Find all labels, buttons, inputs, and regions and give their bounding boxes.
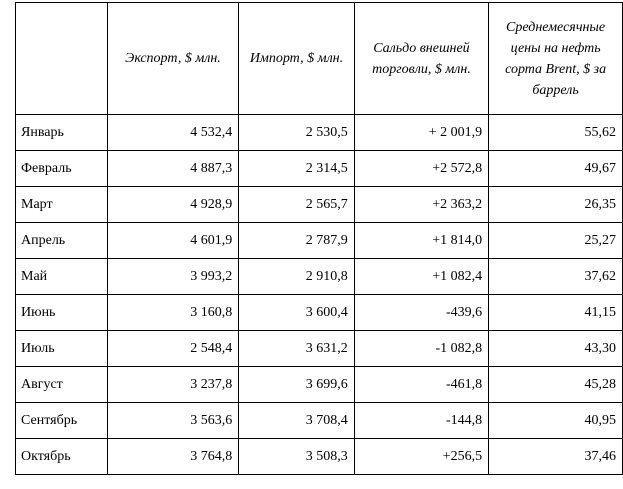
table-row: [16, 367, 623, 403]
cell-export: 4 601,9: [107, 223, 238, 259]
cell-month: Июнь: [16, 295, 108, 331]
cell-import: 3 708,4: [239, 403, 355, 439]
header-export: Экспорт, $ млн.: [107, 3, 238, 115]
cell-balance: +2 572,8: [354, 151, 488, 187]
cell-brent-price: 43,30: [489, 331, 623, 367]
cell-balance: +1 082,4: [354, 259, 488, 295]
cell-brent-price: 40,95: [489, 403, 623, 439]
header-row: [16, 3, 623, 115]
cell-month: Сентябрь: [16, 403, 108, 439]
cell-import: 2 565,7: [239, 187, 355, 223]
cell-month: Май: [16, 259, 108, 295]
cell-month: Август: [16, 367, 108, 403]
cell-brent-price: 45,28: [489, 367, 623, 403]
cell-balance: +256,5: [354, 439, 488, 475]
cell-export: 3 764,8: [107, 439, 238, 475]
cell-balance: -461,8: [354, 367, 488, 403]
cell-month: Июль: [16, 331, 108, 367]
cell-balance: +2 363,2: [354, 187, 488, 223]
cell-month: Апрель: [16, 223, 108, 259]
cell-import: 3 631,2: [239, 331, 355, 367]
cell-import: 2 787,9: [239, 223, 355, 259]
cell-import: 2 314,5: [239, 151, 355, 187]
table-body: [16, 115, 623, 475]
table-row: [16, 259, 623, 295]
cell-export: 3 160,8: [107, 295, 238, 331]
cell-balance: +1 814,0: [354, 223, 488, 259]
cell-month: Октябрь: [16, 439, 108, 475]
table-header: [16, 3, 623, 115]
cell-brent-price: 49,67: [489, 151, 623, 187]
table-row: [16, 187, 623, 223]
cell-balance: -1 082,8: [354, 331, 488, 367]
table-row: [16, 403, 623, 439]
cell-import: 3 699,6: [239, 367, 355, 403]
cell-export: 4 887,3: [107, 151, 238, 187]
cell-export: 4 532,4: [107, 115, 238, 151]
table-row: [16, 295, 623, 331]
header-import: Импорт, $ млн.: [239, 3, 355, 115]
cell-month: Март: [16, 187, 108, 223]
cell-brent-price: 55,62: [489, 115, 623, 151]
table-row: [16, 223, 623, 259]
cell-brent-price: 26,35: [489, 187, 623, 223]
cell-brent-price: 37,46: [489, 439, 623, 475]
cell-balance: -144,8: [354, 403, 488, 439]
cell-export: 4 928,9: [107, 187, 238, 223]
cell-brent-price: 37,62: [489, 259, 623, 295]
header-brent-price: Среднемесячные цены на нефть сорта Brent, $ за баррель: [489, 3, 623, 115]
cell-import: 2 530,5: [239, 115, 355, 151]
cell-month: Январь: [16, 115, 108, 151]
cell-export: 3 563,6: [107, 403, 238, 439]
cell-brent-price: 25,27: [489, 223, 623, 259]
cell-import: 2 910,8: [239, 259, 355, 295]
cell-brent-price: 41,15: [489, 295, 623, 331]
cell-import: 3 508,3: [239, 439, 355, 475]
table-row: [16, 439, 623, 475]
table-row: [16, 115, 623, 151]
cell-import: 3 600,4: [239, 295, 355, 331]
trade-table: [15, 2, 623, 475]
table-row: [16, 151, 623, 187]
header-month-corner: [16, 3, 108, 115]
cell-export: 2 548,4: [107, 331, 238, 367]
cell-export: 3 237,8: [107, 367, 238, 403]
header-trade-balance: Сальдо внешней торговли, $ млн.: [354, 3, 488, 115]
cell-balance: + 2 001,9: [354, 115, 488, 151]
cell-month: Февраль: [16, 151, 108, 187]
cell-export: 3 993,2: [107, 259, 238, 295]
cell-balance: -439,6: [354, 295, 488, 331]
table-row: [16, 331, 623, 367]
